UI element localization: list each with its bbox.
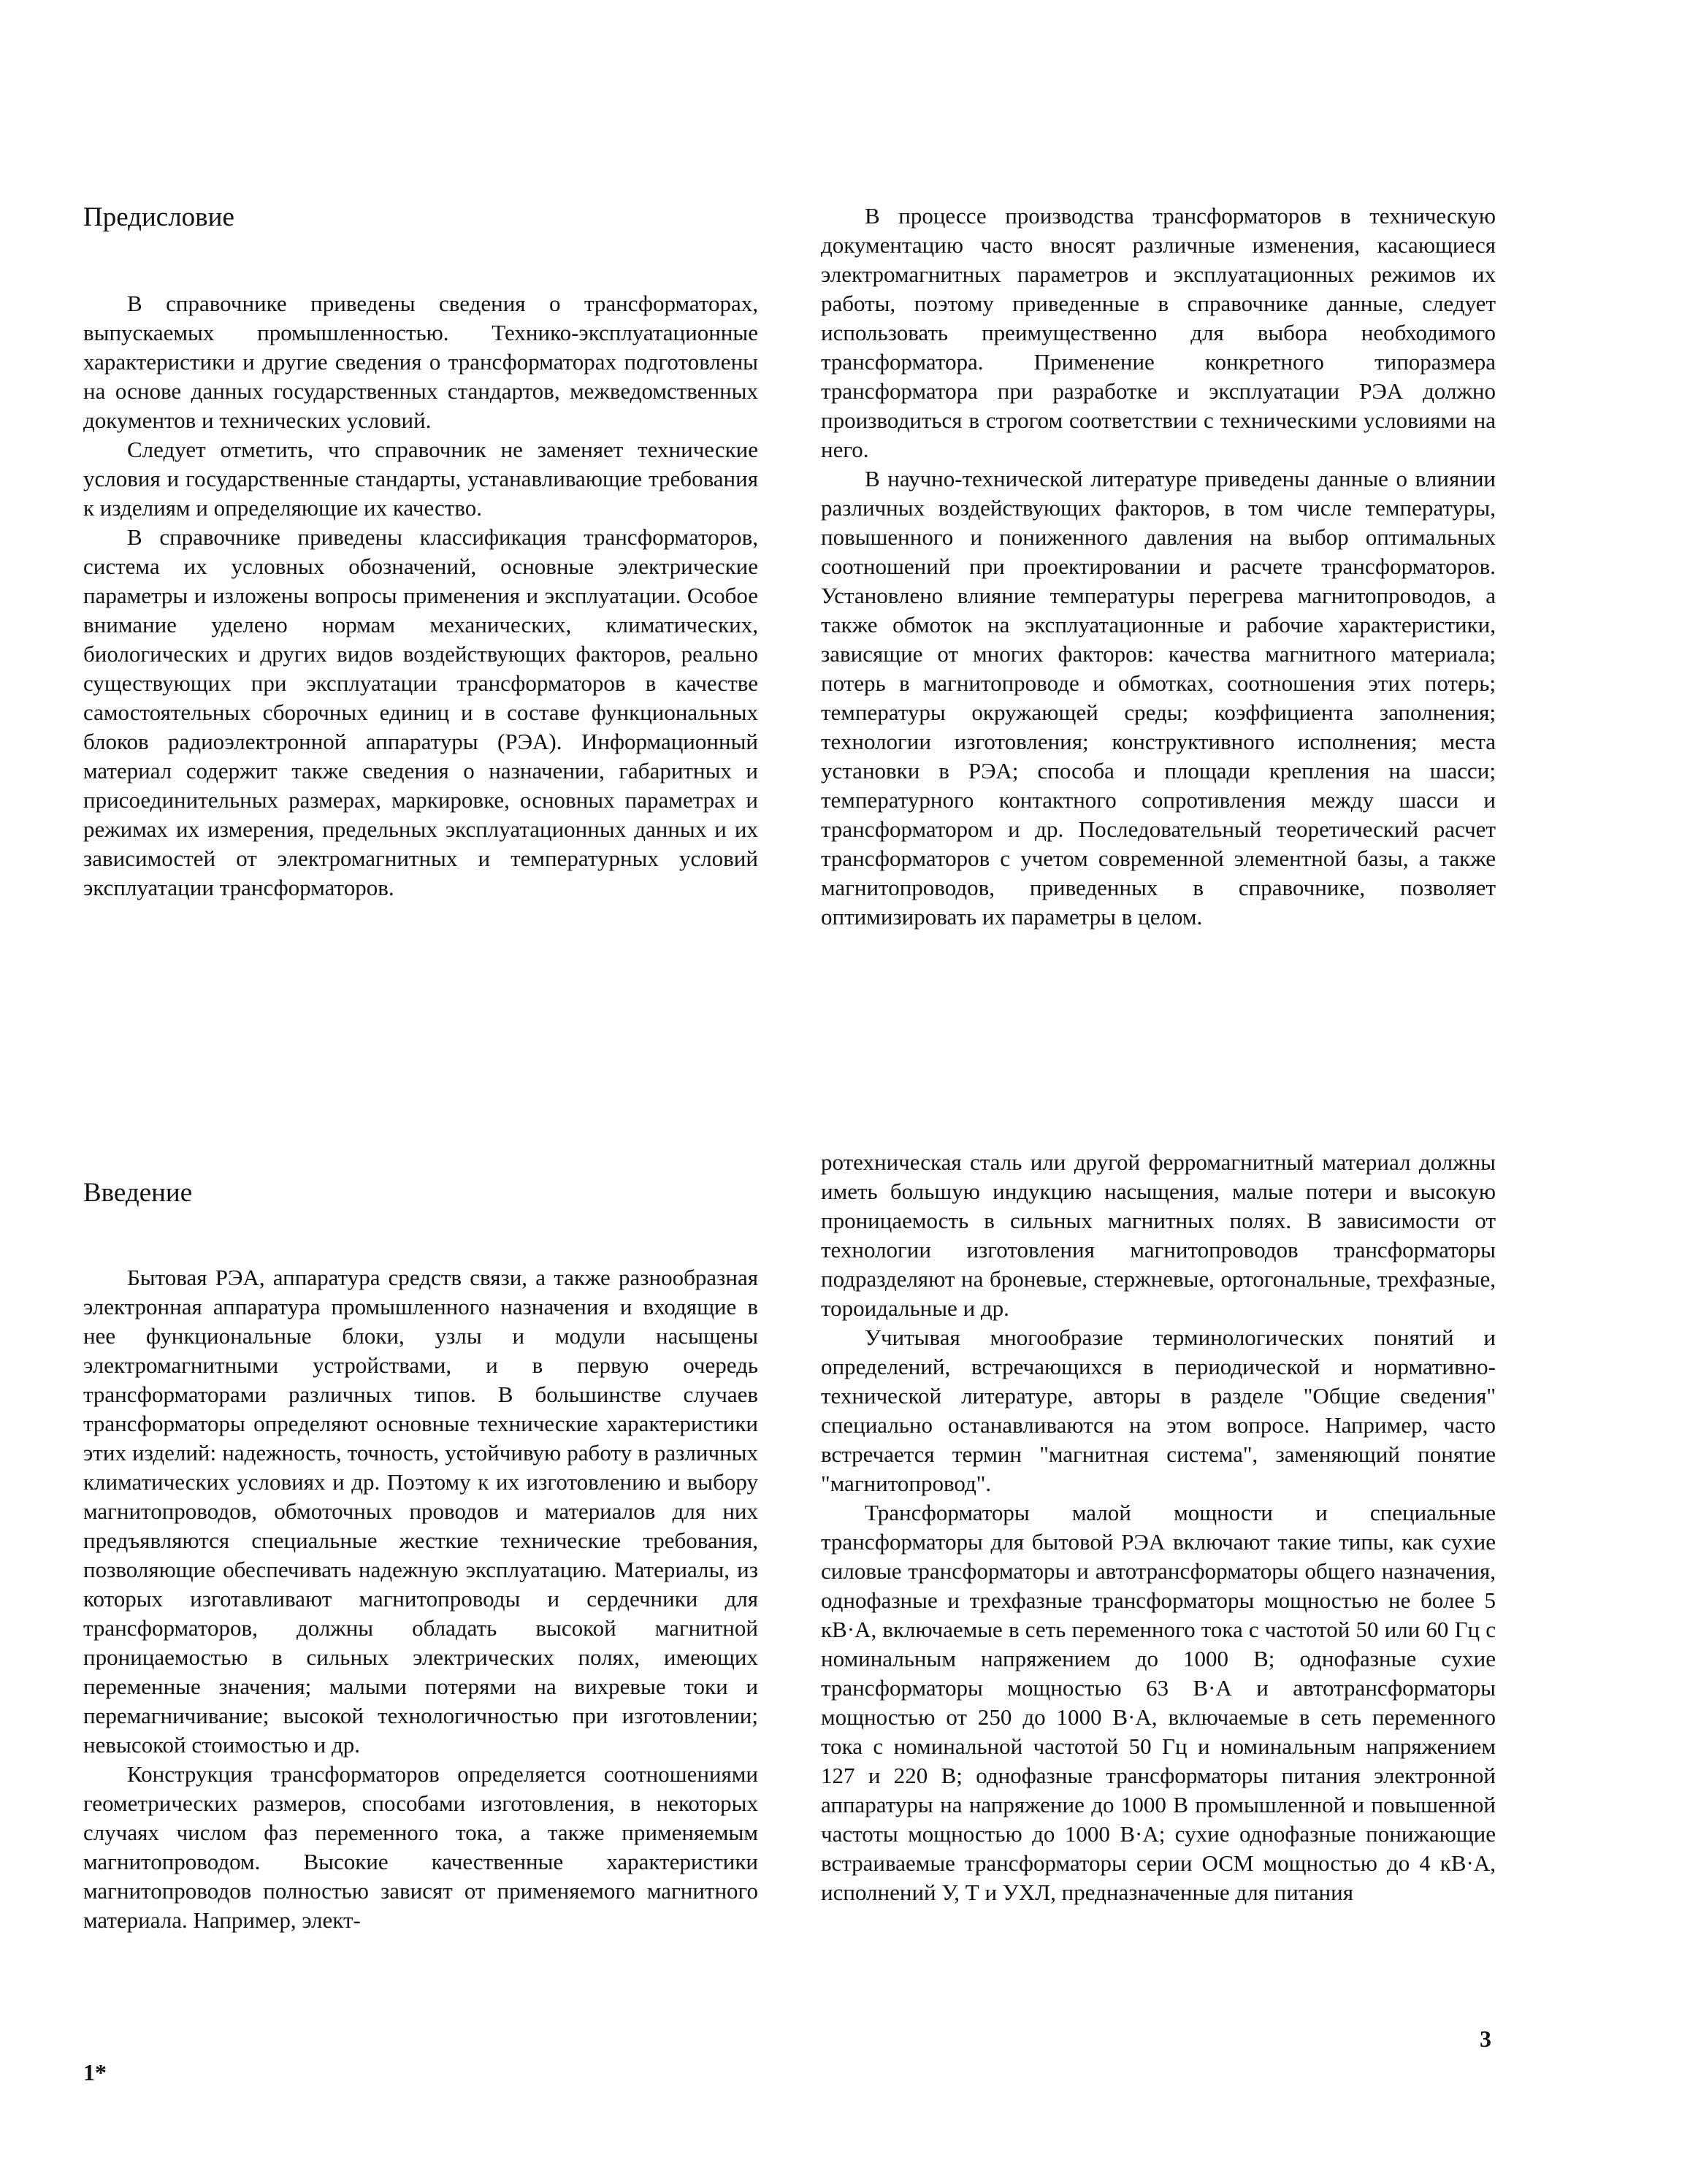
preface-heading: Предисловие [83, 202, 234, 232]
paragraph: Следует отметить, что справочник не заменяет технические условия и государственные стандарты, устанавливающие требования к изделиям и определяющие их качество. [83, 437, 758, 521]
paragraph: В справочнике приведены классификация трансформаторов, система их условных обозначений, основные электрические параметры и изложены вопросы применения и эксплуатации. Особое внимание уделено нормам механических, климатических, биологических и других видов воздействующих факторов, реально существующих при эксплуатации трансформаторов в качестве самостоятельных сборочных единиц и в составе функциональных блоков радиоэлектронной аппаратуры (РЭА). Информационный материал содержит также сведения о назначении, габаритных и присоединительных размерах, маркировке, основных параметрах и режимах их измерения, предельных эксплуатационных данных и их зависимостей от электромагнитных и температурных условий эксплуатации трансформаторов. [83, 524, 758, 900]
paragraph: В процессе производства трансформаторов в техническую документацию часто вносят различные изменения, касающиеся электромагнитных параметров и эксплуатационных режимов их работы, поэтому приведенные в справочнике данные, следует использовать преимущественно для выбора необходимого трансформатора. Применение конкретного типоразмера трансформатора при разработке и эксплуатации РЭА должно производиться в строгом соответствии с техническими условиями на него. [821, 203, 1496, 462]
preface-right-column [821, 202, 1496, 932]
paragraph: ротехническая сталь или другой ферромагнитный материал должны иметь большую индукцию насыщения, малые потери и высокую проницаемость в сильных магнитных полях. В зависимости от технологии изготовления магнитопроводов трансформаторы подразделяют на броневые, стержневые, ортогональные, трехфазные, тороидальные и др. [821, 1149, 1496, 1321]
paragraph: В справочнике приведены сведения о трансформаторах, выпускаемых промышленностью. Технико-эксплуатационные характеристики и другие сведения о трансформаторах подготовлены на основе данных государственных стандартов, межведомственных документов и технических условий. [83, 291, 758, 433]
signature-mark: 1* [83, 2059, 107, 2085]
paragraph: Трансформаторы малой мощности и специальные трансформаторы для бытовой РЭА включают такие типы, как сухие силовые трансформаторы и автотрансформаторы общего назначения, однофазные и трехфазные трансформаторы мощностью не более 5 кВ·А, включаемые в сеть переменного тока с частотой 50 или 60 Гц с номинальным напряжением до 1000 В; однофазные сухие трансформаторы мощностью 63 В·А и автотрансформаторы мощностью от 250 до 1000 В·А, включаемые в сеть переменного тока с номинальной частотой 50 Гц и номинальным напряжением 127 и 220 В; однофазные трансформаторы питания электронной аппаратуры на напряжение до 1000 В промышленной и повышенной частоты мощностью до 1000 В·А; сухие однофазные понижающие встраиваемые трансформаторы серии ОСМ мощностью до 4 кВ·А, исполнений У, Т и УХЛ, предназначенные для питания [821, 1500, 1496, 1905]
preface-left-column [83, 289, 758, 903]
page-number: 3 [1480, 2026, 1491, 2052]
intro-left-column [83, 1263, 758, 1935]
paragraph: Учитывая многообразие терминологических понятий и определений, встречающихся в периодической и нормативно-технической литературе, авторы в разделе "Общие сведения" специально останавливаются на этом вопросе. Например, часто встречается термин "магнитная система", заменяющий понятие "магнитопровод". [821, 1325, 1496, 1496]
paragraph: Конструкция трансформаторов определяется соотношениями геометрических размеров, способами изготовления, в некоторых случаях числом фаз переменного тока, а также применяемым магнитопроводом. Высокие качественные характеристики магнитопроводов полностью зависят от применяемого магнитного материала. Например, элект- [83, 1761, 758, 1933]
paragraph: Бытовая РЭА, аппаратура средств связи, а также разнообразная электронная аппаратура промышленного назначения и входящие в нее функциональные блоки, узлы и модули насыщены электромагнитными устройствами, и в первую очередь трансформаторами различных типов. В большинстве случаев трансформаторы определяют основные технические характеристики этих изделий: надежность, точность, устойчивую работу в различных климатических условиях и др. Поэтому к их изготовлению и выбору магнитопроводов, обмоточных проводов и материалов для них предъявляются специальные жесткие технические требования, позволяющие обеспечивать надежную эксплуатацию. Материалы, из которых изготавливают магнитопроводы и сердечники для трансформаторов, должны обладать высокой магнитной проницаемостью в сильных электрических полях, имеющих переменные значения; малыми потерями на вихревые токи и перемагничивание; высокой технологичностью при изготовлении; невысокой стоимостью и др. [83, 1265, 758, 1758]
intro-right-column [821, 1148, 1496, 1907]
intro-heading: Введение [83, 1178, 193, 1208]
paragraph: В научно-технической литературе приведены данные о влиянии различных воздействующих факторов, в том числе температуры, повышенного и пониженного давления на выбор оптимальных соотношений при проектировании и расчете трансформаторов. Установлено влияние температуры перегрева магнитопроводов, а также обмоток на эксплуатационные и рабочие характеристики, зависящие от многих факторов: качества магнитного материала; потерь в магнитопроводе и обмотках, соотношения этих потерь; температуры окружающей среды; коэффициента заполнения; технологии изготовления; конструктивного исполнения; места установки в РЭА; способа и площади крепления на шасси; температурного контактного сопротивления между шасси и трансформатором и др. Последовательный теоретический расчет трансформаторов с учетом современной элементной базы, а также магнитопроводов, приведенных в справочнике, позволяет оптимизировать их параметры в целом. [821, 466, 1496, 930]
